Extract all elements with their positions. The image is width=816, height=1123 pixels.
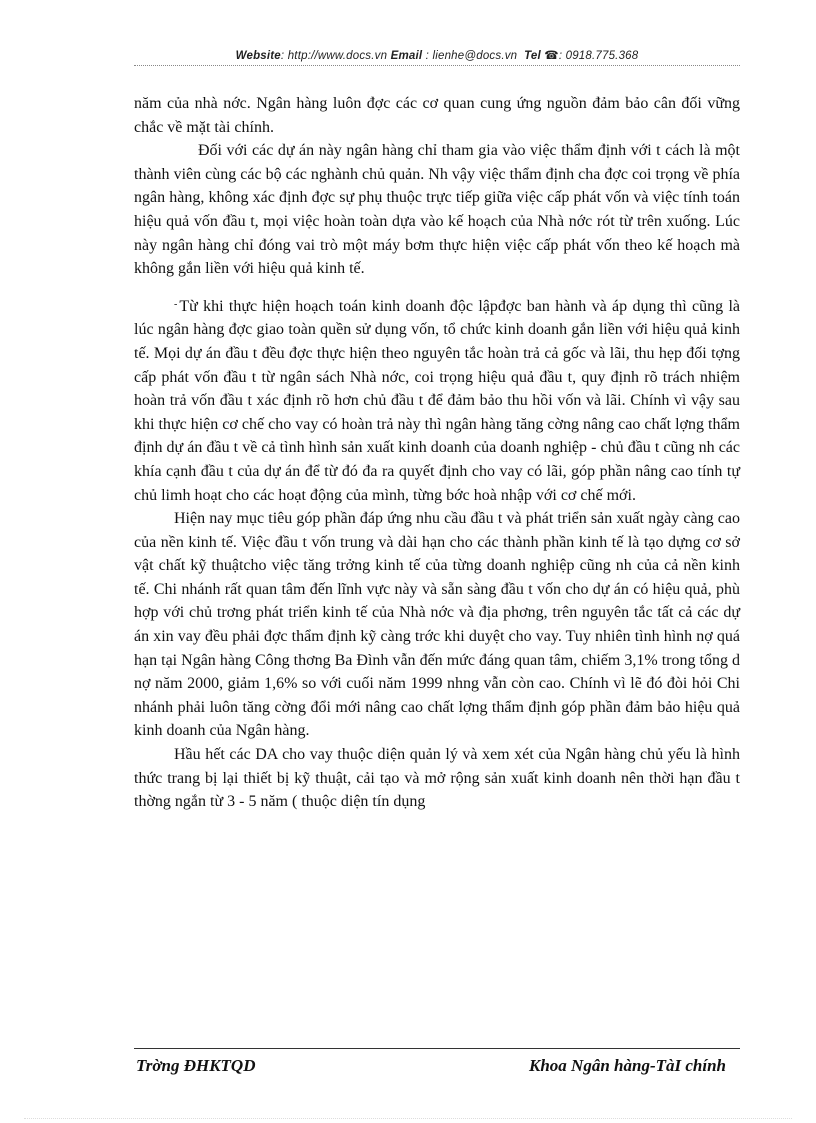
tel-value: : 0918.775.368 — [558, 50, 639, 62]
tel-label: Tel — [524, 50, 541, 62]
footer-faculty: Khoa Ngân hàng-TàI chính — [529, 1056, 726, 1075]
paragraph-1: năm của nhà nớc. Ngân hàng luôn đợc các cơ quan cung ứng nguồn đảm bảo cân đối vững chắc về mặt tài chính. — [134, 95, 740, 136]
website-label: Website — [235, 50, 281, 62]
footer-school: Trờng ĐHKTQD — [136, 1056, 256, 1075]
paragraph-5: Hầu hết các DA cho vay thuộc diện quản lý và xem xét của Ngân hàng chủ yếu là hình thức trang bị lại thiết bị kỹ thuật, cải tạo và mở rộng sản xuất kinh doanh nên thời hạn đầu t thờng ngắn từ 3 - 5 năm ( thuộc diện tín dụng — [134, 746, 740, 811]
paragraph-3-text: Từ khi thực hiện hoạch toán kinh doanh độc lậpđợc ban hành và áp dụng thì cũng là lúc ngân hàng đợc giao toàn quền sử dụng vốn, tổ chức kinh doanh gắn liền với hiệu quả kinh tế. Mọi dự án đầu t đều đợc thực hiện theo nguyên tắc hoàn trả cả gốc và lãi, thu hẹp đối tợng cấp phát vốn đầu t từ ngân sách Nhà nớc, coi trọng hiệu quả đầu t, quy định rõ trách nhiệm hoàn trả vốn đầu t xác định rõ hơn chủ đầu t để đảm bảo thu hồi vốn và lãi. Chính vì vậy sau khi thực hiện cơ chế cho vay có hoàn trả này thì ngân hàng tăng cờng nâng cao chất lợng thẩm định dự án đầu t về cả tình hình sản xuất kinh doanh của doanh nghiệp - chủ đầu t cũng nh các khía cạnh đầu t của dự án để từ đó đa ra quyết định cho vay có lãi, góp phần nâng cao tính tự chủ limh hoạt cho các hoạt động của mình, từng bớc hoà nhập với cơ chế mới. — [134, 297, 740, 504]
email-label: Email — [390, 50, 423, 62]
paragraph-4: Hiện nay mục tiêu góp phần đáp ứng nhu cầu đầu t và phát triển sản xuất ngày càng cao của nền kinh tế. Việc đầu t vốn trung và dài hạn cho các thành phần kinh tế là tạo dựng cơ sở vật chất kỹ thuậtcho việc tăng trởng kinh tế của từng doanh nghiệp cũng nh của cả nền kinh tế. Chi nhánh rất quan tâm đến lĩnh vực này và sẵn sàng đầu t vốn cho dự án có hiệu quả, phù hợp với chủ trơng phát triển kinh tế của Nhà nớc và địa phơng, trên nguyên tắc tất cả các dự án xin vay đều phải đợc thẩm định kỹ càng trớc khi duyệt cho vay. Tuy nhiên tình hình nợ quá hạn tại Ngân hàng Công thơng Ba Đình vẫn đến mức đáng quan tâm, chiếm 3,1% trong tổng d nợ năm 2000, giảm 1,6% so với cuối năm 1999 nhng vẫn còn cao. Chính vì lẽ đó đòi hỏi Chi nhánh phải luôn tăng cờng đổi mới nâng cao chất lợng thẩm định góp phần đảm bảo hiệu quả kinh doanh của Ngân hàng. — [134, 510, 740, 740]
paragraph-3 — [134, 293, 740, 507]
document-body — [134, 92, 740, 814]
paragraph-2: Đối với các dự án này ngân hàng chỉ tham gia vào việc thẩm định với t cách là một thành viên cùng các bộ các nghành chủ quản. Nh vậy việc thẩm định cha đợc coi trọng về phía ngân hàng, không xác định đợc sự phụ thuộc trực tiếp giữa việc cấp phát vốn và việc tính toán hiệu quả vốn đầu t, mọi việc hoàn toàn dựa vào kế hoạch của Nhà nớc rót từ trên xuống. Lúc này ngân hàng chỉ đóng vai trò một máy bơm thực hiện việc cấp phát vốn theo kế hoạch mà không gắn liền với hiệu quả kinh tế. — [134, 142, 740, 278]
page-bottom-edge — [24, 1118, 792, 1119]
header-divider — [134, 65, 740, 66]
website-value: : http://www.docs.vn — [280, 50, 388, 62]
bullet-mark: - — [174, 298, 178, 310]
page-header — [134, 48, 740, 62]
phone-icon: ☎ — [544, 50, 559, 62]
email-value: : lienhe@docs.vn — [422, 50, 518, 62]
footer-divider — [134, 1048, 740, 1049]
